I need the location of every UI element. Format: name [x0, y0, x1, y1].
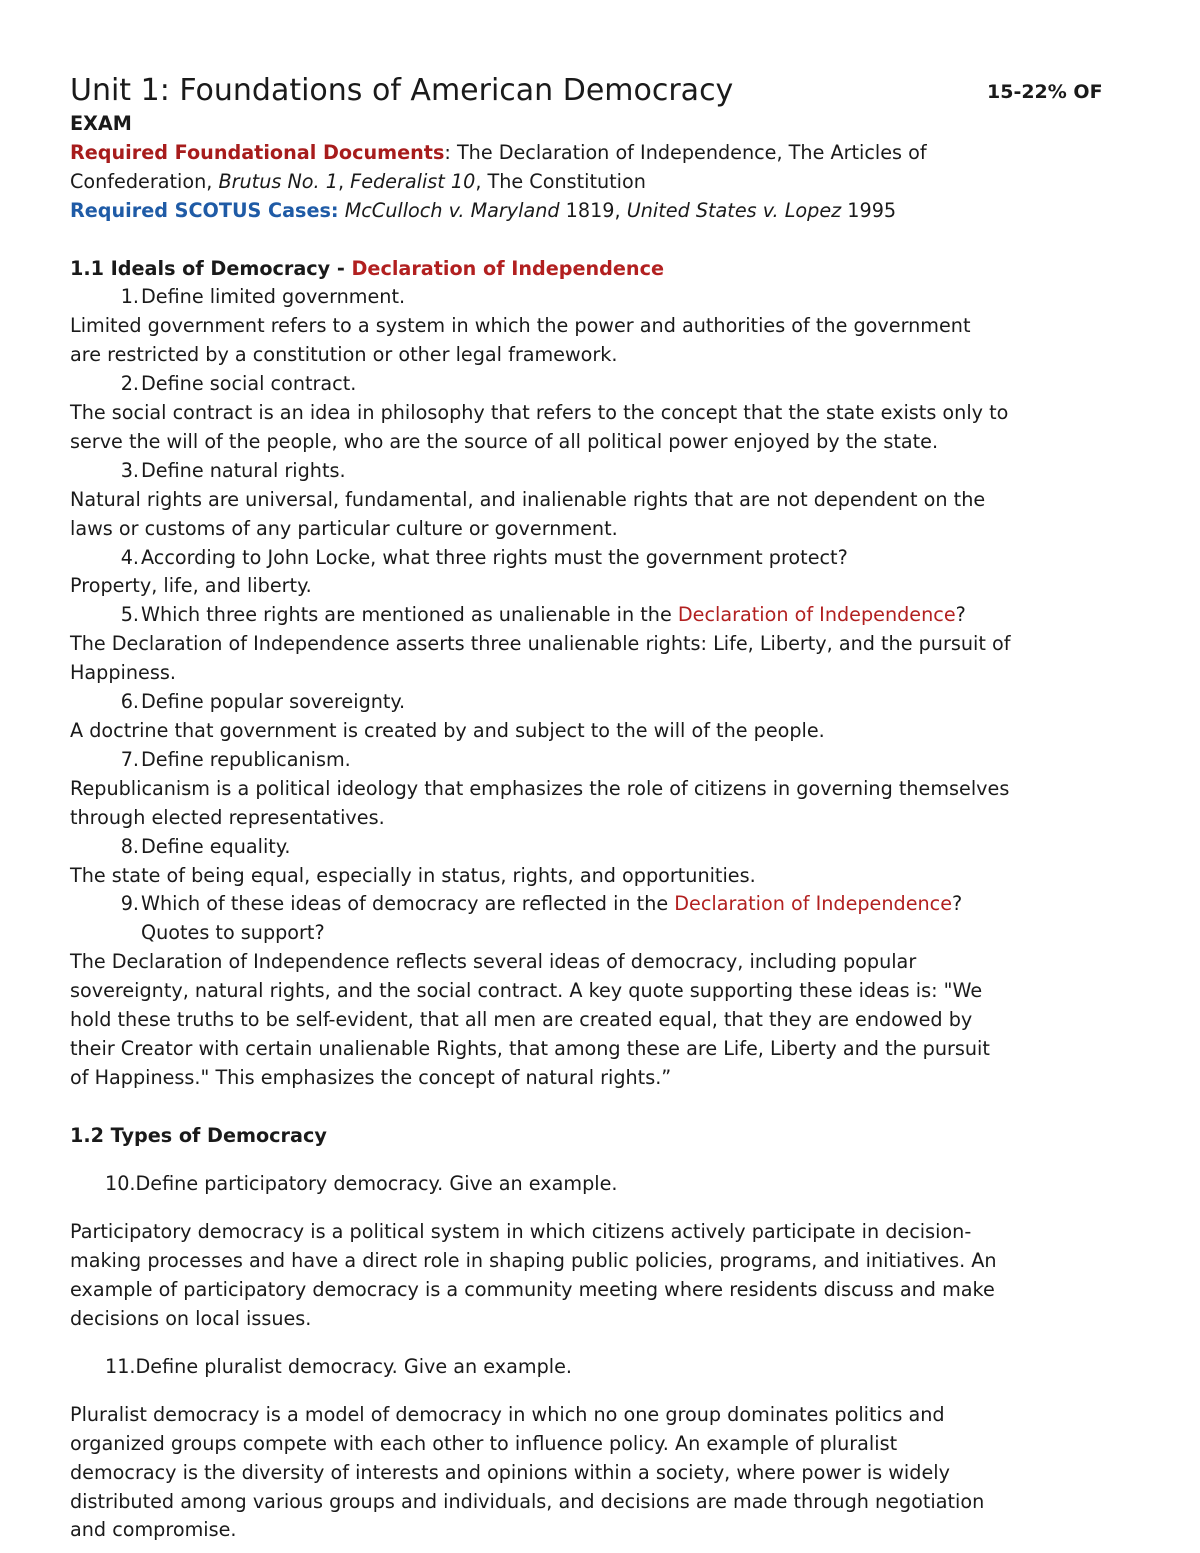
answer-9-line: hold these truths to be self-evident, that all men are created equal, that they are endowed by	[70, 1008, 973, 1032]
answer-3-line: laws or customs of any particular culture or government.	[70, 516, 618, 540]
answer-9-line: The Declaration of Independence reflects several ideas of democracy, including popular	[70, 950, 917, 974]
question-7: 7. Define republicanism.	[120, 747, 351, 771]
answer-4-line: Property, life, and liberty.	[70, 574, 312, 598]
answer-11-line: distributed among various groups and individuals, and decisions are made through negotiation	[70, 1489, 985, 1513]
question-11: 11.Define pluralist democracy. Give an example.	[105, 1354, 572, 1378]
answer-11-line: Pluralist democracy is a model of democracy in which no one group dominates politics and	[70, 1402, 945, 1426]
answer-10-line: decisions on local issues.	[70, 1306, 312, 1330]
document-page	[70, 72, 1132, 1545]
answer-7-line: through elected representatives.	[70, 805, 385, 829]
required-documents-line2: Confederation, Brutus No. 1, Federalist 10, The Constitution	[70, 169, 646, 193]
answer-9-line: of Happiness." This emphasizes the concept of natural rights.”	[70, 1065, 672, 1089]
answer-2-line: serve the will of the people, who are the source of all political power enjoyed by the state.	[70, 429, 939, 453]
question-9: 9. Which of these ideas of democracy are reflected in the Declaration of Independence?	[120, 892, 963, 916]
answer-9-line: their Creator with certain unalienable Rights, that among these are Life, Liberty and the pursuit	[70, 1036, 990, 1060]
answer-1-line: are restricted by a constitution or other legal framework.	[70, 343, 618, 367]
answer-5-line: The Declaration of Independence asserts three unalienable rights: Life, Liberty, and the pursuit of	[70, 632, 1011, 656]
answer-10-line: making processes and have a direct role in shaping public policies, programs, and initiatives. An	[70, 1248, 997, 1272]
answer-10-line: Participatory democracy is a political system in which citizens actively participate in decision-	[70, 1219, 972, 1243]
required-documents-label: Required Foundational Documents	[70, 140, 445, 164]
answer-5-line: Happiness.	[70, 661, 176, 685]
answer-11-line: organized groups compete with each other to influence policy. An example of pluralist	[70, 1431, 898, 1455]
title-row	[70, 72, 1132, 110]
question-5: 5. Which three rights are mentioned as unalienable in the Declaration of Independence?	[120, 603, 966, 627]
required-cases-line: Required SCOTUS Cases: McCulloch v. Maryland 1819, United States v. Lopez 1995	[70, 198, 897, 222]
answer-10-line: example of participatory democracy is a community meeting where residents discuss and make	[70, 1277, 995, 1301]
exam-word: EXAM	[70, 112, 132, 135]
required-documents-line1: Required Foundational Documents: The Declaration of Independence, The Articles of	[70, 140, 927, 164]
question-4: 4. According to John Locke, what three rights must the government protect?	[120, 545, 848, 569]
exam-percentage: 15-22% OF	[987, 81, 1103, 103]
unit-title: Unit 1: Foundations of American Democracy	[70, 73, 734, 108]
answer-9-line: sovereignty, natural rights, and the social contract. A key quote supporting these ideas is: "We	[70, 979, 983, 1003]
answer-2-line: The social contract is an idea in philosophy that refers to the concept that the state exists only to	[70, 401, 1009, 425]
question-3: 3. Define natural rights.	[120, 458, 346, 482]
required-cases-label: Required SCOTUS Cases:	[70, 198, 339, 222]
section-1-1-heading: 1.1 Ideals of Democracy - Declaration of Independence	[70, 256, 664, 280]
question-9-continued: Quotes to support?	[141, 921, 325, 945]
question-1: 1. Define limited government.	[120, 285, 406, 309]
question-6: 6. Define popular sovereignty.	[120, 690, 406, 714]
answer-6-line: A doctrine that government is created by and subject to the will of the people.	[70, 719, 825, 743]
question-8: 8. Define equality.	[120, 834, 291, 858]
question-2: 2. Define social contract.	[120, 372, 357, 396]
section-1-2-heading: 1.2 Types of Democracy	[70, 1123, 327, 1147]
answer-11-line: and compromise.	[70, 1518, 237, 1542]
answer-1-line: Limited government refers to a system in which the power and authorities of the government	[70, 314, 971, 338]
answer-11-line: democracy is the diversity of interests and opinions within a society, where power is widely	[70, 1460, 950, 1484]
question-10: 10.Define participatory democracy. Give an example.	[105, 1171, 618, 1195]
answer-3-line: Natural rights are universal, fundamental, and inalienable rights that are not dependent on the	[70, 487, 986, 511]
answer-7-line: Republicanism is a political ideology that emphasizes the role of citizens in governing themselves	[70, 776, 1010, 800]
answer-8-line: The state of being equal, especially in status, rights, and opportunities.	[70, 863, 756, 887]
